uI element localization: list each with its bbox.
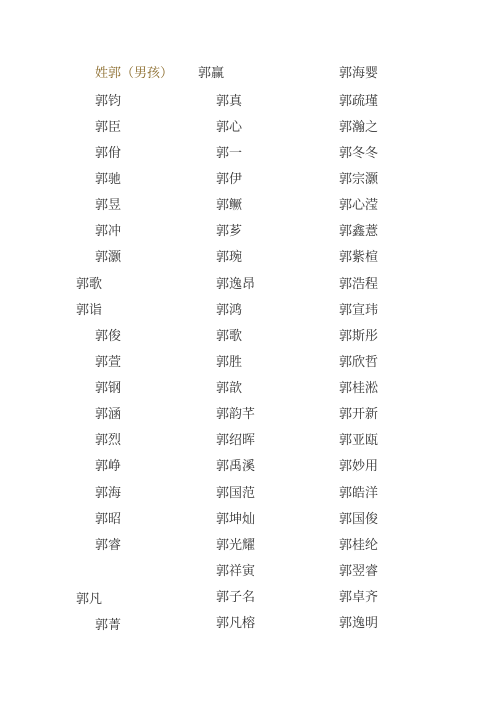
name-entry: 郭紫楦 bbox=[339, 250, 379, 265]
name-entry: 郭赢 bbox=[198, 66, 225, 81]
name-entry: 郭禹溪 bbox=[216, 459, 256, 474]
name-entry: 郭海 bbox=[95, 486, 122, 501]
name-entry: 郭一 bbox=[216, 146, 243, 161]
name-entry: 郭峥 bbox=[95, 459, 122, 474]
name-entry: 郭宗灏 bbox=[339, 172, 379, 187]
name-entry: 郭涵 bbox=[95, 407, 122, 422]
name-entry: 郭驰 bbox=[95, 172, 122, 187]
name-entry: 郭烈 bbox=[95, 433, 122, 448]
name-entry: 郭妙用 bbox=[339, 459, 379, 474]
name-entry: 郭钧 bbox=[95, 94, 122, 109]
name-entry: 郭逸明 bbox=[339, 616, 379, 631]
name-entry: 郭鳜 bbox=[216, 198, 243, 213]
name-entry: 郭皓洋 bbox=[339, 486, 379, 501]
name-entry: 郭佾 bbox=[95, 146, 122, 161]
name-entry: 郭昭 bbox=[95, 512, 122, 527]
name-entry: 郭浩程 bbox=[339, 277, 379, 292]
name-entry: 郭开新 bbox=[339, 407, 379, 422]
name-entry: 郭诣 bbox=[76, 303, 103, 318]
name-entry: 郭绍晖 bbox=[216, 433, 256, 448]
name-entry: 郭斯彤 bbox=[339, 329, 379, 344]
name-entry: 郭凡榕 bbox=[216, 616, 256, 631]
name-entry: 郭坤灿 bbox=[216, 512, 256, 527]
name-entry: 郭瀚之 bbox=[339, 120, 379, 135]
name-entry: 郭心 bbox=[216, 120, 243, 135]
name-entry: 郭凡 bbox=[76, 592, 103, 607]
name-entry: 郭鑫薏 bbox=[339, 224, 379, 239]
name-entry: 郭歌 bbox=[216, 329, 243, 344]
name-entry: 郭桂淞 bbox=[339, 381, 379, 396]
name-entry: 郭子名 bbox=[216, 590, 256, 605]
name-entry: 郭冬冬 bbox=[339, 146, 379, 161]
name-entry: 郭韵芊 bbox=[216, 407, 256, 422]
name-entry: 郭桂纶 bbox=[339, 538, 379, 553]
name-entry: 郭灏 bbox=[95, 250, 122, 265]
name-entry: 郭昱 bbox=[95, 198, 122, 213]
name-entry: 郭亚瓯 bbox=[339, 433, 379, 448]
name-entry: 郭琬 bbox=[216, 250, 243, 265]
name-entry: 郭光耀 bbox=[216, 538, 256, 553]
name-entry: 郭胜 bbox=[216, 355, 243, 370]
name-entry: 郭祥寅 bbox=[216, 564, 256, 579]
name-entry: 郭卓齐 bbox=[339, 590, 379, 605]
name-entry: 郭睿 bbox=[95, 538, 122, 553]
name-entry: 郭芗 bbox=[216, 224, 243, 239]
name-entry: 郭伊 bbox=[216, 172, 243, 187]
name-entry: 郭钢 bbox=[95, 381, 122, 396]
name-entry: 郭心滢 bbox=[339, 198, 379, 213]
name-entry: 郭疏瑾 bbox=[339, 94, 379, 109]
name-entry: 郭萱 bbox=[95, 355, 122, 370]
name-entry: 郭冲 bbox=[95, 224, 122, 239]
name-entry: 郭国俊 bbox=[339, 512, 379, 527]
name-entry: 郭臣 bbox=[95, 120, 122, 135]
name-entry: 郭歌 bbox=[76, 277, 103, 292]
name-entry: 郭翌睿 bbox=[339, 564, 379, 579]
name-entry: 郭欣哲 bbox=[339, 355, 379, 370]
name-entry: 郭菁 bbox=[95, 618, 122, 633]
name-entry: 郭国范 bbox=[216, 486, 256, 501]
name-entry: 郭歆 bbox=[216, 381, 243, 396]
name-entry: 郭鸿 bbox=[216, 303, 243, 318]
name-entry: 郭俊 bbox=[95, 329, 122, 344]
section-heading: 姓郭（男孩） bbox=[95, 66, 174, 81]
name-entry: 郭逸昂 bbox=[216, 277, 256, 292]
name-entry: 郭真 bbox=[216, 94, 243, 109]
name-entry: 郭宣玮 bbox=[339, 303, 379, 318]
name-entry: 郭海婴 bbox=[339, 66, 379, 81]
